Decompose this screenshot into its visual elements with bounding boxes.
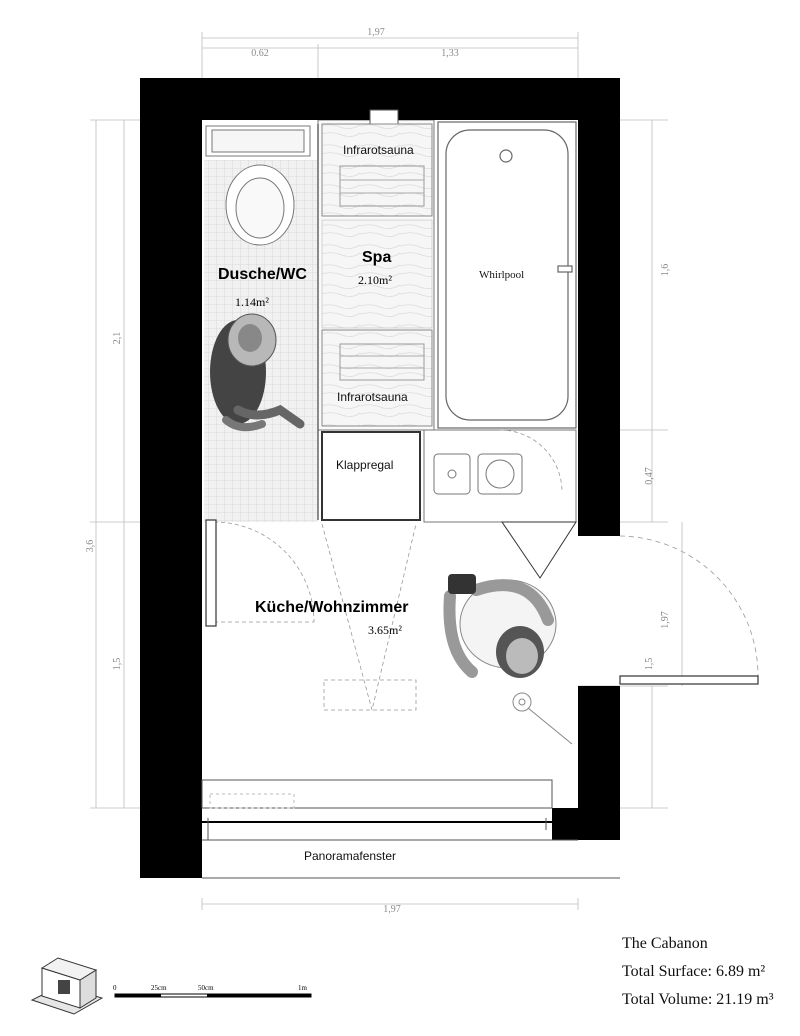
- window-opening-top: [370, 110, 398, 124]
- scale-1m: 1m: [298, 984, 307, 992]
- living-room-name: Küche/Wohnzimmer: [255, 599, 409, 616]
- dim-left-lower: 1,5: [112, 657, 123, 671]
- scale-bar: [113, 984, 311, 997]
- dim-bottom-total: 1,97: [383, 904, 401, 915]
- bath-room-name: Dusche/WC: [218, 266, 307, 283]
- dim-right-upper: 1,6: [660, 263, 671, 277]
- project-title: The Cabanon: [622, 935, 708, 952]
- bath-room-area: 1.14m²: [235, 295, 269, 309]
- scale-25cm: 25cm: [151, 984, 167, 992]
- sauna-bottom: [322, 330, 432, 426]
- sauna-bottom-label: Infrarotsauna: [337, 390, 408, 404]
- dim-top-left: 0.62: [251, 48, 269, 59]
- entrance-door: [620, 676, 758, 684]
- dim-top-total: 1,97: [367, 27, 385, 38]
- dim-right-mid: 0,47: [644, 467, 655, 485]
- klappregal-label: Klappregal: [336, 458, 394, 472]
- klappregal-shelf: [322, 432, 420, 520]
- dim-left-total: 3,6: [85, 539, 96, 553]
- sliding-door: [206, 520, 216, 626]
- scale-50cm: 50cm: [198, 984, 214, 992]
- spa-room-name: Spa: [362, 249, 392, 266]
- sauna-top-label: Infrarotsauna: [343, 143, 414, 157]
- dim-left-upper: 2,1: [112, 331, 123, 345]
- panorama-window-label: Panoramafenster: [304, 849, 397, 863]
- spa-room-area: 2.10m²: [358, 273, 392, 287]
- dim-right-lower: 1,5: [644, 657, 655, 671]
- cabin-iso-icon: [32, 958, 102, 1014]
- whirlpool-label: Whirlpool: [479, 269, 525, 281]
- dim-top-right: 1,33: [441, 48, 459, 59]
- dim-right-door: 1,97: [660, 611, 671, 629]
- total-surface: Total Surface: 6.89 m²: [622, 963, 766, 980]
- sauna-top: [322, 124, 432, 216]
- total-volume: Total Volume: 21.19 m³: [622, 991, 774, 1008]
- living-room-area: 3.65m²: [368, 623, 402, 637]
- scale-0: 0: [113, 984, 117, 992]
